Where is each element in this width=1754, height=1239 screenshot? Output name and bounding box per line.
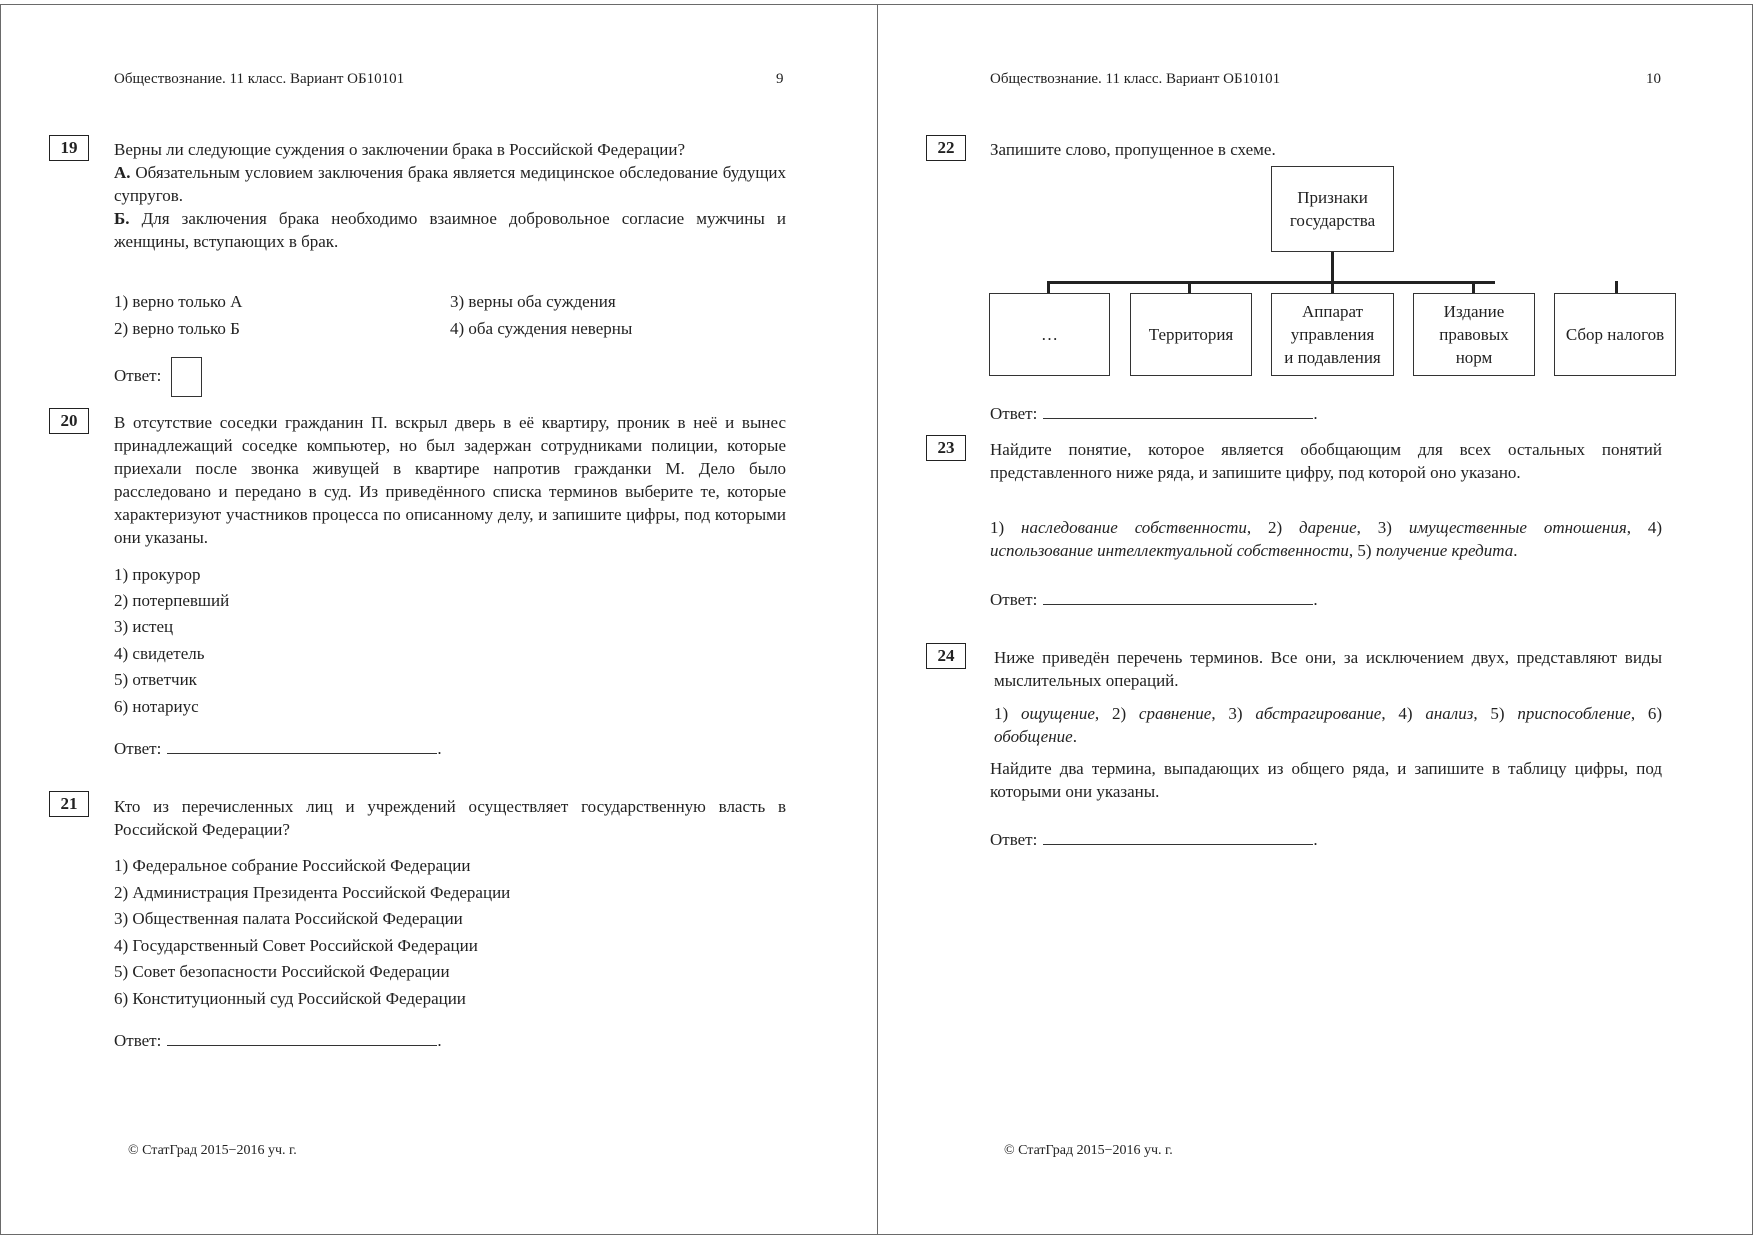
answer-line[interactable] <box>1043 402 1313 419</box>
page-header-title: Обществознание. 11 класс. Вариант ОБ10101 <box>990 71 1281 87</box>
answer-field: Ответ: . <box>990 404 1318 423</box>
answer-option: 6) Конституционный суд Российской Федерации <box>114 989 466 1008</box>
scheme-connector <box>1331 252 1334 282</box>
answer-option: 6) нотариус <box>114 697 199 716</box>
answer-line[interactable] <box>1043 828 1313 845</box>
scheme-node: Территория <box>1130 293 1252 376</box>
question-number: 19 <box>49 135 89 161</box>
question-24-text: Ниже приведён перечень терминов. Все они, за исключением двух, представляют виды мыслительных операций. <box>994 648 1662 690</box>
answer-option: 4) оба суждения неверны <box>450 319 633 338</box>
answer-option: 2) верно только Б <box>114 319 240 338</box>
answer-line[interactable] <box>167 737 437 754</box>
question-21-text: Кто из перечисленных лиц и учреждений осуществляет государственную власть в Российской Федерации? <box>114 797 786 839</box>
scheme-connector <box>1047 281 1495 284</box>
answer-option: 3) истец <box>114 617 174 636</box>
scheme-root-node: Признаки государства <box>1271 166 1394 252</box>
question-24-instruction: Найдите два термина, выпадающих из общего ряда, и запишите в таблицу цифры, под которыми они указаны. <box>990 759 1662 801</box>
answer-option: 5) ответчик <box>114 670 197 689</box>
question-19-text: Верны ли следующие суждения о заключении брака в Российской Федерации? А. Обязательным условием заключения брака является медицинское обследование будущих супругов. Б. Для заключения брака необходимо взаимное добровольное согласие мужчины и женщины, вступающих в брак. <box>114 140 787 251</box>
page-number: 9 <box>776 71 784 87</box>
answer-line[interactable] <box>167 1029 437 1046</box>
answer-option: 3) Общественная палата Российской Федерации <box>114 909 463 928</box>
question-number: 24 <box>926 643 966 669</box>
scheme-node: Сбор налогов <box>1554 293 1676 376</box>
question-number: 21 <box>49 791 89 817</box>
scheme-connector <box>1615 281 1618 293</box>
answer-field: Ответ: <box>114 357 202 397</box>
answer-field: Ответ: . <box>990 590 1318 609</box>
answer-option: 2) Администрация Президента Российской Федерации <box>114 883 511 902</box>
answer-option: 4) свидетель <box>114 644 205 663</box>
question-23-items: 1) наследование собственности, 2) дарение, 3) имущественные отношения, 4) использование интеллектуальной собственности, 5) получение кредита. <box>990 518 1663 560</box>
page-footer: © СтатГрад 2015−2016 уч. г. <box>1004 1143 1173 1158</box>
page-right <box>877 4 1753 1235</box>
page-header-title: Обществознание. 11 класс. Вариант ОБ10101 <box>114 71 405 87</box>
answer-field: Ответ: . <box>114 739 442 758</box>
answer-option: 1) прокурор <box>114 565 201 584</box>
answer-option: 5) Совет безопасности Российской Федерации <box>114 962 450 981</box>
answer-field: Ответ: . <box>990 830 1318 849</box>
question-22-text: Запишите слово, пропущенное в схеме. <box>990 140 1276 159</box>
scheme-node: Издание правовых норм <box>1413 293 1535 376</box>
question-20-text: В отсутствие соседки гражданин П. вскрыл дверь в её квартиру, проник в неё и вынес принадлежащий соседке компьютер, но был задержан сотрудниками полиции, которые приехали после звонка живущей в квартире напротив гражданки М. Дело было расследовано и передано в суд. Из приведённого списка терминов выберите те, которые характеризуют участников процесса по описанному делу, и запишите цифры, под которыми они указаны. <box>114 413 786 547</box>
scheme-connector <box>1331 281 1334 293</box>
answer-option: 1) верно только А <box>114 292 243 311</box>
question-number: 23 <box>926 435 966 461</box>
scheme-node: Аппарат управления и подавления <box>1271 293 1394 376</box>
scheme-missing-node: … <box>989 293 1110 376</box>
question-number: 20 <box>49 408 89 434</box>
scheme-connector <box>1472 281 1475 293</box>
answer-option: 4) Государственный Совет Российской Федерации <box>114 936 478 955</box>
answer-option: 3) верны оба суждения <box>450 292 616 311</box>
scheme-connector <box>1188 281 1191 293</box>
scheme-connector <box>1047 281 1050 293</box>
answer-option: 1) Федеральное собрание Российской Федерации <box>114 856 471 875</box>
question-23-text: Найдите понятие, которое является обобщающим для всех остальных понятий представленного ниже ряда, и запишите цифру, под которой оно указано. <box>990 440 1662 482</box>
question-24-items: 1) ощущение, 2) сравнение, 3) абстрагирование, 4) анализ, 5) приспособление, 6) обобщение. <box>994 704 1663 746</box>
answer-option: 2) потерпевший <box>114 591 230 610</box>
answer-box[interactable] <box>171 357 202 397</box>
page-number: 10 <box>1646 71 1661 87</box>
page-footer: © СтатГрад 2015−2016 уч. г. <box>128 1143 297 1158</box>
answer-field: Ответ: . <box>114 1031 442 1050</box>
question-number: 22 <box>926 135 966 161</box>
page-left <box>0 4 878 1235</box>
answer-line[interactable] <box>1043 588 1313 605</box>
